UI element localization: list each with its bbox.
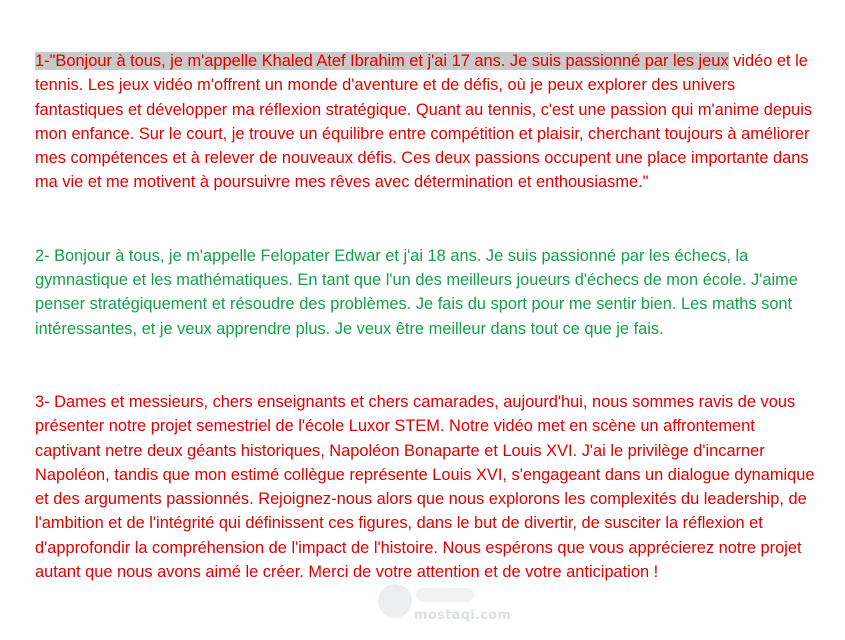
paragraph-khaled[interactable] [35, 49, 817, 195]
document-page [35, 49, 817, 584]
watermark-shape [416, 588, 474, 602]
watermark-icon [378, 584, 412, 618]
paragraph-presentation[interactable]: 3- Dames et messieurs, chers enseignants et chers camarades, aujourd'hui, nous sommes ravis de vous présenter notre projet semestriel de l'école Luxor STEM. Notre vidéo met en scène un affrontement captivant netre deux géants historiques, Napoléon Bonaparte et Louis XVI. J'ai le privilège d'incarner Napoléon, tandis que mon estimé collègue représente Louis XVI, s'engageant dans un dialogue dynamique et des arguments passionnés. Rejoignez-nous alors que nous explorons les complexités du leadership, de l'ambition et de l'intégrité qui définissent ces figures, dans le but de divertir, de susciter la réflexion et d'approfondir la compréhension de l'impact de l'histoire. Nous espérons que vous apprécierez notre projet autant que nous avons aimé le créer. Merci de votre attention et de votre anticipation ! [35, 392, 815, 582]
paragraph-spacer [35, 341, 817, 390]
selected-text-highlight[interactable]: 1-"Bonjour à tous, je m'appelle Khaled Atef Ibrahim et j'ai 17 ans. Je suis passionné par les jeux [35, 52, 729, 70]
paragraph-felopater[interactable]: 2- Bonjour à tous, je m'appelle Felopater Edwar et j'ai 18 ans. Je suis passionné par les échecs, la gymnastique et les mathématiques. En tant que l'un des meilleurs joueurs d'échecs de mon école. J'aime penser stratégiquement et résoudre des problèmes. Je fais du sport pour me sentir bien. Les maths sont intéressantes, et je veux apprendre plus. Je veux être meilleur dans tout ce que je fais. [35, 246, 798, 338]
paragraph-khaled-body[interactable]: vidéo et le tennis. Les jeux vidéo m'offrent un monde d'aventure et de défis, où je peux explorer des univers fantastiques et développer ma réflexion stratégique. Quant au tennis, c'est une passion qui m'anime depuis mon enfance. Sur le court, je trouve un équilibre entre compétition et plaisir, cherchant toujours à améliorer mes compétences et à relever de nouveaux défis. Ces deux passions occupent une place importante dans ma vie et me motivent à poursuivre mes rêves avec détermination et enthousiasme." [35, 52, 813, 192]
watermark-text: mostaqi.com [414, 608, 512, 623]
watermark-logo [372, 582, 512, 626]
paragraph-spacer [35, 195, 817, 244]
